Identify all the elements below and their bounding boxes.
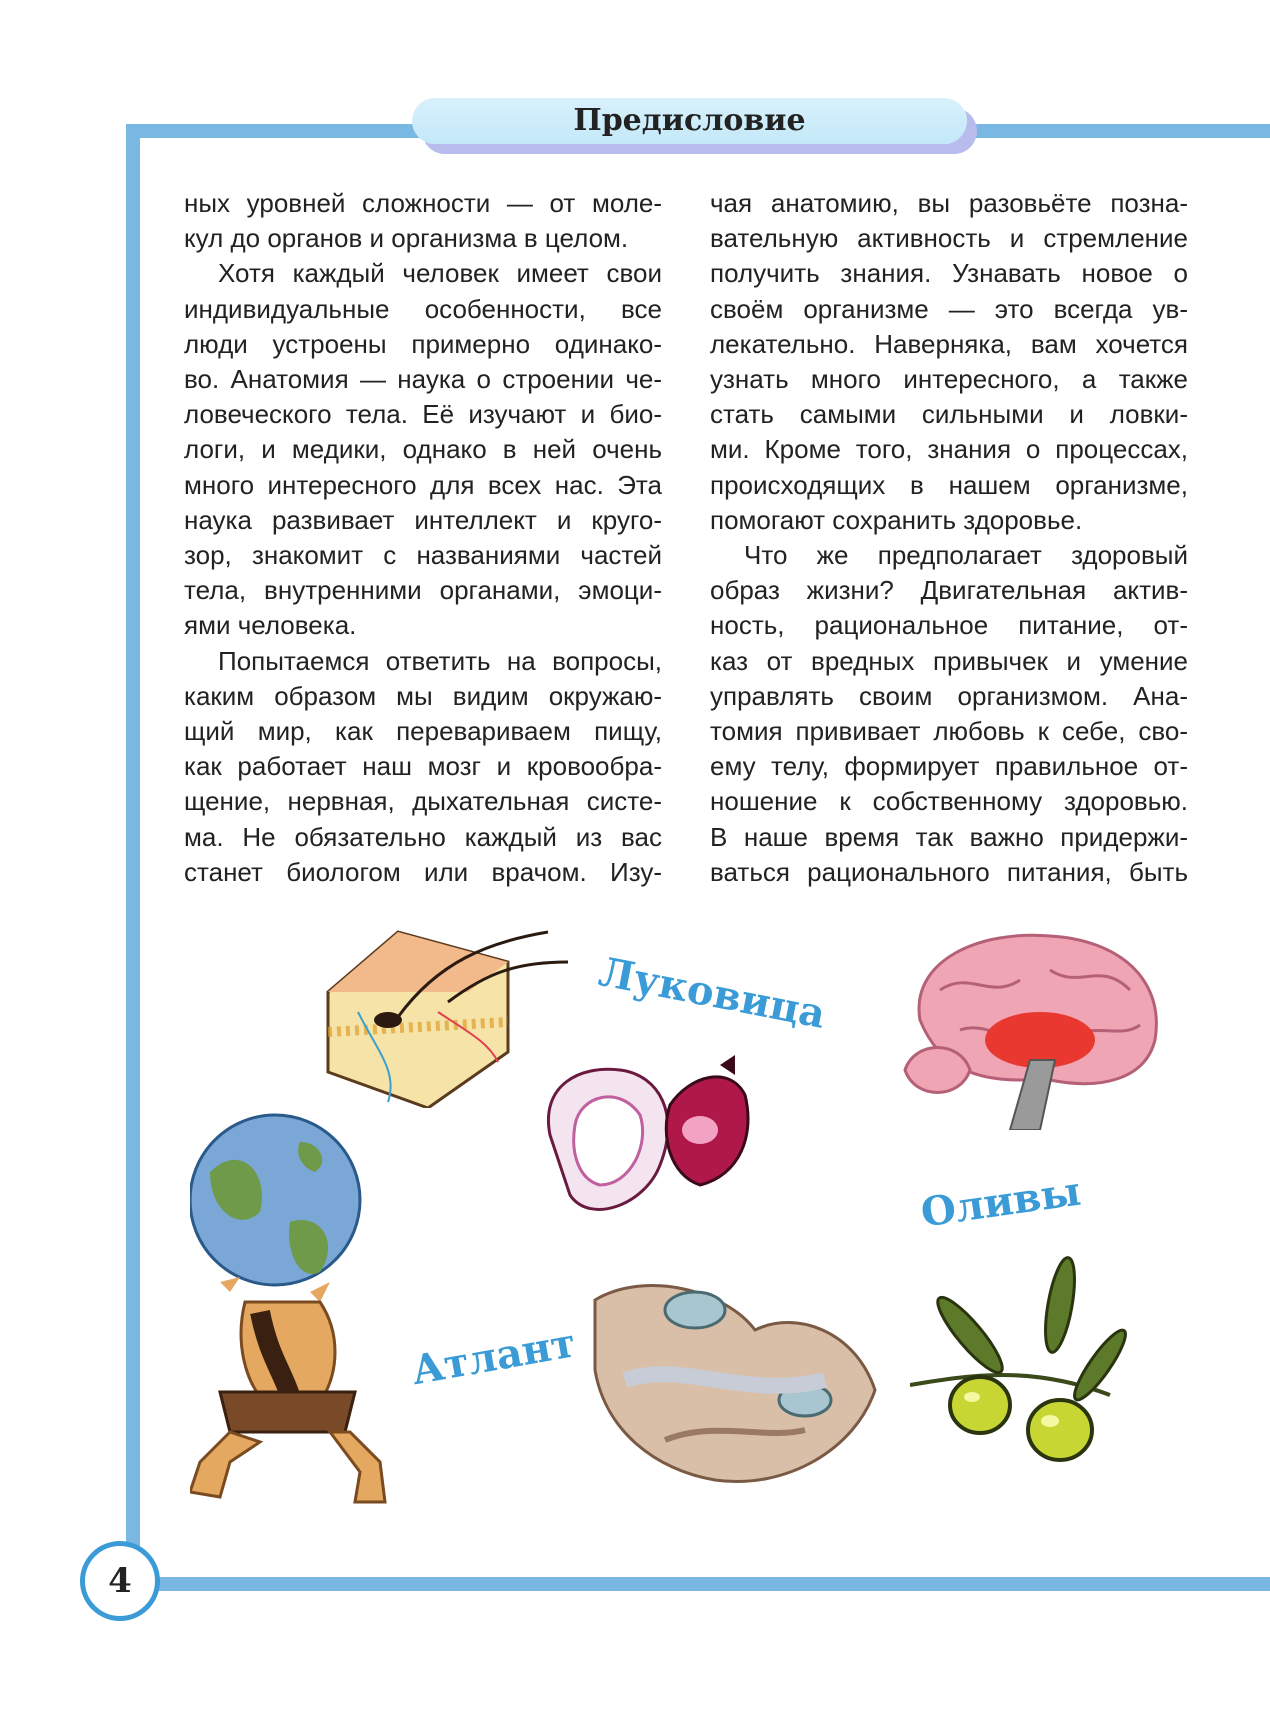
text-line: логи, и медики, однако в ней очень <box>184 434 662 465</box>
text-line: ных уровней сложности — от моле- <box>184 188 662 218</box>
text-column-left <box>184 186 662 890</box>
text-line: щий мир, как перевариваем пищу, <box>184 716 662 747</box>
text-line: зор, знакомит с названиями частей <box>184 540 662 571</box>
frame-bottom-border <box>126 1577 1270 1591</box>
text-line: чая анатомию, вы разовьёте позна- <box>710 188 1188 218</box>
text-line: образ жизни? Двигательная актив- <box>710 575 1188 606</box>
text-line: ями человека. <box>184 610 357 641</box>
frame-left-border <box>126 124 140 1589</box>
text-line: наука развивает интеллект и круго- <box>184 504 662 535</box>
text-line: во. Анатомия — наука о строении че- <box>184 364 662 395</box>
text-line: Хотя каждый человек имеет свои <box>218 258 662 289</box>
text-line: ма. Не обязательно каждый из вас <box>184 821 662 852</box>
text-line: происходящих в нашем организме, <box>710 469 1188 500</box>
text-line: ность, рациональное питание, от- <box>710 610 1188 641</box>
text-line: индивидуальные особенности, все <box>184 293 662 324</box>
text-line: ему телу, формирует правильное от- <box>710 751 1188 782</box>
text-line: люди устроены примерно одинако- <box>184 328 662 359</box>
text-line: узнать много интересного, а также <box>710 364 1188 395</box>
vertebrae-illustration <box>585 1270 885 1500</box>
text-line: щение, нервная, дыхательная систе- <box>184 786 662 817</box>
atlas-illustration <box>190 1112 405 1507</box>
text-line: ношение к собственному здоровью. <box>710 786 1188 817</box>
text-line: управлять своим организмом. Ана- <box>710 680 1188 711</box>
text-line: получить знания. Узнавать новое о <box>710 258 1188 289</box>
text-line: своём организме — это всегда ув- <box>710 293 1188 324</box>
text-line: вательную активность и стремление <box>710 223 1188 254</box>
text-line: В наше время так важно придержи- <box>710 821 1188 852</box>
onion-illustration <box>540 1055 760 1230</box>
text-line: каким образом мы видим окружаю- <box>184 680 662 711</box>
label-onion: Луковица <box>595 948 830 1038</box>
text-line: лекательно. Наверняка, вам хочется <box>710 328 1188 359</box>
text-line: ми. Кроме того, знания о процессах, <box>710 434 1188 465</box>
brain-illustration <box>900 930 1170 1130</box>
page-title: Предисловие <box>412 98 967 144</box>
olive-branch-illustration <box>910 1255 1130 1470</box>
text-line: ваться рационального питания, быть <box>710 856 1188 887</box>
text-line: томия прививает любовь к себе, сво- <box>710 716 1188 747</box>
text-line: стать самыми сильными и ловки- <box>710 399 1188 430</box>
text-line: как работает наш мозг и кровообра- <box>184 751 662 782</box>
text-line: каз от вредных привычек и умение <box>710 645 1188 676</box>
page-number: 4 <box>80 1541 160 1621</box>
text-line: станет биологом или врачом. Изу- <box>184 856 662 887</box>
text-line: кул до органов и организма в целом. <box>184 223 629 254</box>
text-line: Попытаемся ответить на вопросы, <box>218 645 662 676</box>
text-line: Что же предполагает здоровый <box>744 540 1188 571</box>
text-line: ловеческого тела. Её изучают и био- <box>184 399 662 430</box>
text-line: помогают сохранить здоровье. <box>710 504 1083 535</box>
hair-follicle-skin-illustration <box>318 922 570 1108</box>
label-olives: Оливы <box>918 1167 1084 1237</box>
text-line: много интересного для всех нас. Эта <box>184 469 662 500</box>
text-line: тела, внутренними органами, эмоци- <box>184 575 662 606</box>
label-atlas: Атлант <box>408 1319 580 1395</box>
text-column-right <box>710 186 1188 890</box>
